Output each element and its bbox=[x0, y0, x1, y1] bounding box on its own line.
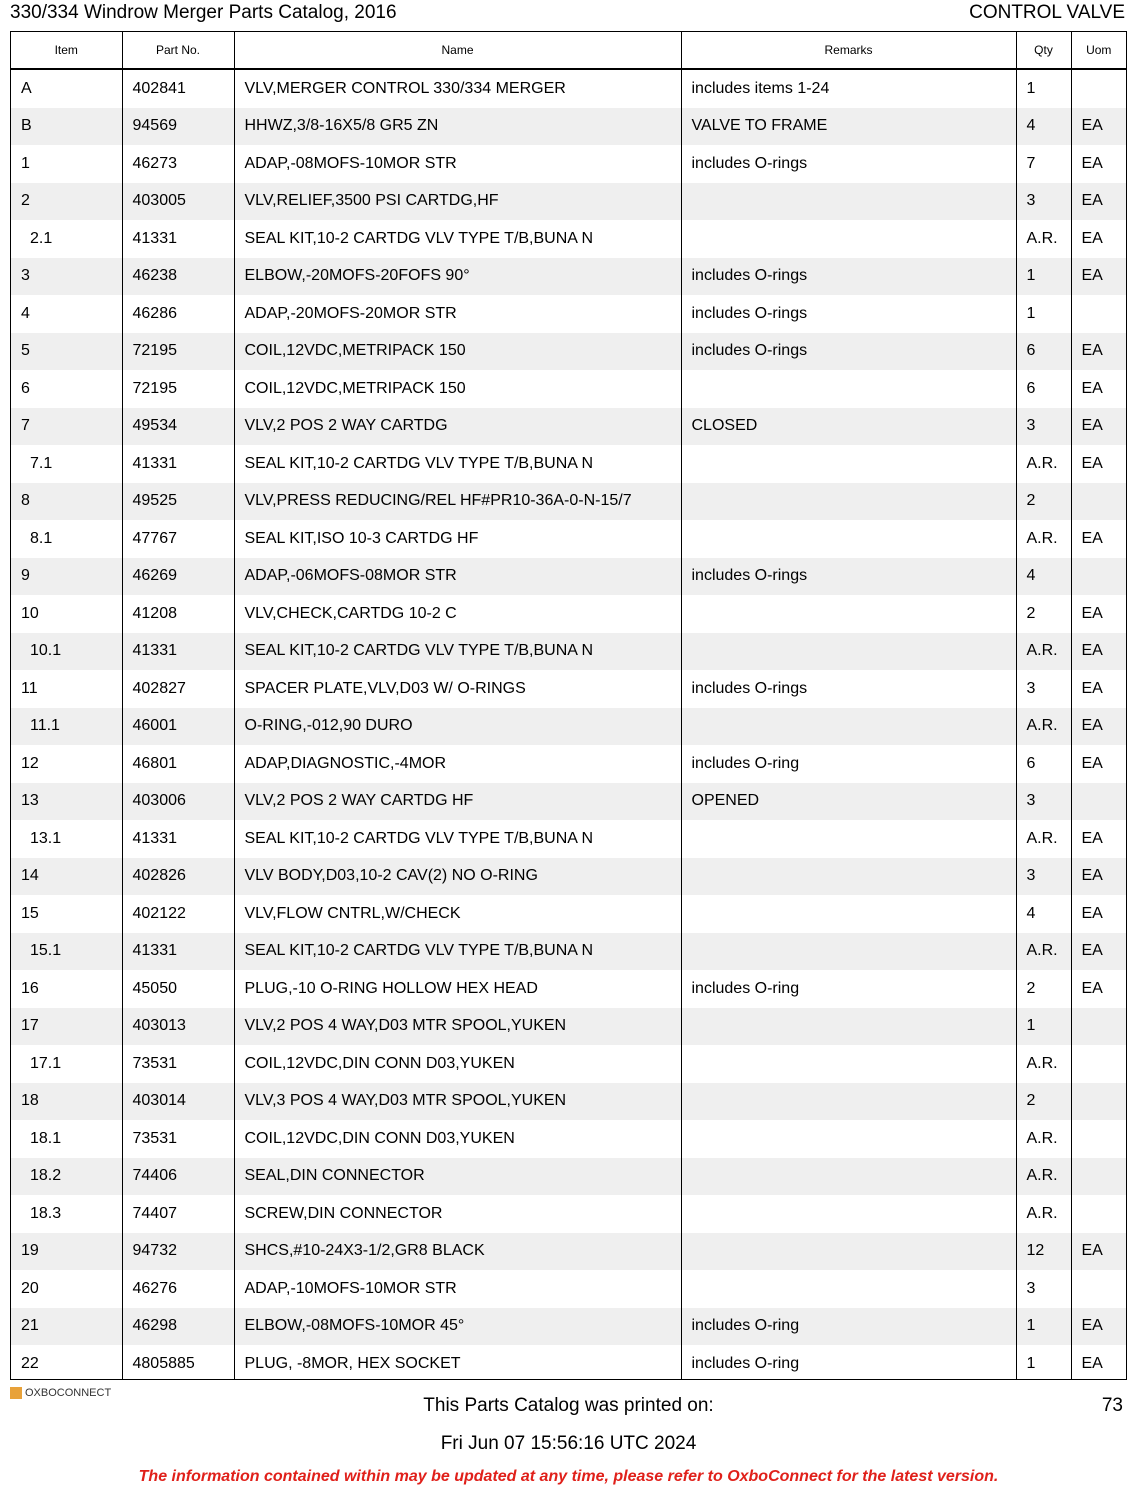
cell-part-no: 73531 bbox=[122, 1120, 234, 1158]
table-row bbox=[11, 1045, 1126, 1083]
cell-item: 18.3 bbox=[30, 1204, 62, 1222]
cell-part-no: 41331 bbox=[122, 445, 234, 483]
table-row bbox=[11, 1308, 1126, 1346]
table-row bbox=[11, 783, 1126, 821]
cell-item: 18.2 bbox=[11, 1158, 122, 1196]
cell-remarks bbox=[681, 1233, 1016, 1271]
cell-name: COIL,12VDC,DIN CONN D03,YUKEN bbox=[234, 1045, 681, 1083]
cell-uom bbox=[1071, 295, 1126, 333]
table-row bbox=[11, 933, 1126, 971]
cell-part-no: 46238 bbox=[122, 258, 234, 296]
cell-name: COIL,12VDC,METRIPACK 150 bbox=[234, 370, 681, 408]
cell-item: 12 bbox=[21, 754, 39, 772]
cell-item: 1 bbox=[21, 154, 30, 172]
logo-text: OXBOCONNECT bbox=[25, 1387, 112, 1399]
table-row bbox=[11, 220, 1126, 258]
parts-table-container bbox=[10, 31, 1127, 1380]
cell-remarks bbox=[681, 1120, 1016, 1158]
cell-remarks: includes O-rings bbox=[681, 145, 1016, 183]
table-row bbox=[11, 633, 1126, 671]
cell-part-no: 47767 bbox=[122, 520, 234, 558]
cell-item: 13 bbox=[11, 783, 122, 821]
table-row bbox=[11, 820, 1126, 858]
cell-uom: EA bbox=[1071, 145, 1126, 183]
cell-remarks bbox=[681, 520, 1016, 558]
cell-qty: A.R. bbox=[1016, 1120, 1071, 1158]
cell-remarks bbox=[681, 708, 1016, 746]
cell-part-no: 46273 bbox=[122, 145, 234, 183]
table-row bbox=[11, 1008, 1126, 1046]
cell-remarks bbox=[681, 858, 1016, 896]
cell-name: ADAP,-10MOFS-10MOR STR bbox=[234, 1270, 681, 1308]
cell-uom bbox=[1071, 1158, 1126, 1196]
cell-name: COIL,12VDC,DIN CONN D03,YUKEN bbox=[234, 1120, 681, 1158]
cell-remarks bbox=[681, 633, 1016, 671]
cell-item: 2 bbox=[11, 183, 122, 221]
cell-name: ADAP,-20MOFS-20MOR STR bbox=[234, 295, 681, 333]
cell-part-no: 41331 bbox=[122, 220, 234, 258]
cell-part-no: 402826 bbox=[122, 858, 234, 896]
cell-uom bbox=[1071, 1045, 1126, 1083]
cell-name: VLV,3 POS 4 WAY,D03 MTR SPOOL,YUKEN bbox=[234, 1083, 681, 1121]
cell-qty: 12 bbox=[1016, 1233, 1071, 1271]
cell-part-no: 403005 bbox=[122, 183, 234, 221]
cell-uom: EA bbox=[1071, 333, 1126, 371]
cell-qty: 7 bbox=[1016, 145, 1071, 183]
cell-item: 3 bbox=[11, 258, 122, 296]
cell-uom: EA bbox=[1071, 220, 1126, 258]
table-row bbox=[11, 295, 1126, 333]
cell-remarks: includes O-rings bbox=[681, 333, 1016, 371]
cell-qty: 6 bbox=[1016, 745, 1071, 783]
cell-name: SEAL KIT,10-2 CARTDG VLV TYPE T/B,BUNA N bbox=[234, 445, 681, 483]
cell-remarks bbox=[681, 820, 1016, 858]
cell-item: 13.1 bbox=[30, 829, 62, 847]
cell-remarks: OPENED bbox=[681, 783, 1016, 821]
cell-remarks bbox=[681, 1195, 1016, 1233]
printed-date: Fri Jun 07 15:56:16 UTC 2024 bbox=[440, 1433, 697, 1454]
table-row bbox=[11, 483, 1126, 521]
cell-name: VLV,2 POS 4 WAY,D03 MTR SPOOL,YUKEN bbox=[234, 1008, 681, 1046]
cell-name: VLV,2 POS 2 WAY CARTDG bbox=[234, 408, 681, 446]
cell-qty: 1 bbox=[1016, 1008, 1071, 1046]
cell-name: SCREW,DIN CONNECTOR bbox=[234, 1195, 681, 1233]
cell-part-no: 403014 bbox=[122, 1083, 234, 1121]
cell-remarks: includes O-rings bbox=[681, 295, 1016, 333]
cell-uom: EA bbox=[1071, 633, 1126, 671]
cell-name: PLUG,-10 O-RING HOLLOW HEX HEAD bbox=[234, 970, 681, 1008]
table-row bbox=[11, 745, 1126, 783]
cell-name: SPACER PLATE,VLV,D03 W/ O-RINGS bbox=[234, 670, 681, 708]
cell-uom bbox=[1071, 558, 1126, 596]
table-row bbox=[11, 1083, 1126, 1121]
cell-remarks bbox=[681, 1045, 1016, 1083]
cell-item: 20 bbox=[21, 1279, 39, 1297]
cell-qty: 1 bbox=[1016, 1308, 1071, 1346]
cell-qty: 3 bbox=[1016, 858, 1071, 896]
table-row bbox=[11, 895, 1126, 933]
cell-qty: 4 bbox=[1016, 108, 1071, 146]
update-disclaimer: The information contained within may be updated at any time, please refer to OxboConnect for the latest version. bbox=[138, 1468, 999, 1485]
cell-part-no: 74406 bbox=[122, 1158, 234, 1196]
cell-qty: A.R. bbox=[1016, 1158, 1071, 1196]
cell-item: 6 bbox=[21, 379, 30, 397]
table-row bbox=[11, 1120, 1126, 1158]
cell-remarks bbox=[681, 895, 1016, 933]
cell-remarks: VALVE TO FRAME bbox=[681, 108, 1016, 146]
page-number: 73 bbox=[1101, 1395, 1123, 1416]
cell-part-no: 41331 bbox=[122, 633, 234, 671]
cell-name: PLUG, -8MOR, HEX SOCKET bbox=[234, 1345, 681, 1380]
cell-name: HHWZ,3/8-16X5/8 GR5 ZN bbox=[234, 108, 681, 146]
cell-qty: 1 bbox=[1016, 69, 1071, 108]
cell-uom: EA bbox=[1071, 745, 1126, 783]
cell-part-no: 4805885 bbox=[122, 1345, 234, 1380]
table-row bbox=[11, 670, 1126, 708]
table-header-row bbox=[11, 32, 1126, 69]
cell-item: 11.1 bbox=[11, 708, 122, 746]
cell-part-no: 72195 bbox=[122, 370, 234, 408]
table-row bbox=[11, 408, 1126, 446]
cell-uom: EA bbox=[1071, 933, 1126, 971]
cell-uom bbox=[1071, 1083, 1126, 1121]
cell-uom: EA bbox=[1071, 708, 1126, 746]
table-row bbox=[11, 558, 1126, 596]
cell-qty: 3 bbox=[1016, 408, 1071, 446]
cell-name: SEAL KIT,10-2 CARTDG VLV TYPE T/B,BUNA N bbox=[234, 220, 681, 258]
cell-part-no: 402122 bbox=[122, 895, 234, 933]
cell-uom: EA bbox=[1071, 520, 1126, 558]
cell-qty: A.R. bbox=[1016, 820, 1071, 858]
cell-remarks bbox=[681, 370, 1016, 408]
cell-item: 11 bbox=[21, 679, 38, 697]
cell-item: 14 bbox=[11, 858, 122, 896]
cell-qty: 3 bbox=[1016, 1270, 1071, 1308]
cell-part-no: 46286 bbox=[122, 295, 234, 333]
cell-remarks: includes O-ring bbox=[681, 745, 1016, 783]
cell-qty: 2 bbox=[1016, 483, 1071, 521]
cell-item: 15 bbox=[21, 904, 39, 922]
cell-uom: EA bbox=[1071, 595, 1126, 633]
cell-item: 2.1 bbox=[30, 229, 53, 247]
table-row bbox=[11, 1233, 1126, 1271]
cell-remarks bbox=[681, 595, 1016, 633]
cell-qty: A.R. bbox=[1016, 708, 1071, 746]
cell-part-no: 72195 bbox=[122, 333, 234, 371]
cell-remarks bbox=[681, 220, 1016, 258]
cell-item: A bbox=[21, 79, 32, 97]
cell-part-no: 41208 bbox=[122, 595, 234, 633]
cell-name: VLV,FLOW CNTRL,W/CHECK bbox=[234, 895, 681, 933]
cell-qty: A.R. bbox=[1016, 520, 1071, 558]
cell-uom bbox=[1071, 1195, 1126, 1233]
cell-qty: 1 bbox=[1016, 258, 1071, 296]
cell-remarks: CLOSED bbox=[681, 408, 1016, 446]
cell-qty: 2 bbox=[1016, 970, 1071, 1008]
cell-uom: EA bbox=[1071, 183, 1126, 221]
cell-part-no: 46269 bbox=[122, 558, 234, 596]
cell-item: 21 bbox=[11, 1308, 122, 1346]
cell-uom: EA bbox=[1071, 670, 1126, 708]
cell-item: 4 bbox=[21, 304, 30, 322]
table-row bbox=[11, 595, 1126, 633]
cell-item: 18.1 bbox=[30, 1129, 62, 1147]
cell-remarks: includes O-rings bbox=[681, 258, 1016, 296]
cell-item: 10 bbox=[21, 604, 39, 622]
table-row bbox=[11, 970, 1126, 1008]
cell-item: 8 bbox=[11, 483, 122, 521]
cell-part-no: 94732 bbox=[122, 1233, 234, 1271]
cell-item: B bbox=[11, 108, 122, 146]
cell-uom: EA bbox=[1071, 1345, 1126, 1380]
cell-name: VLV,MERGER CONTROL 330/334 MERGER bbox=[234, 69, 681, 108]
parts-table-body bbox=[11, 69, 1126, 1380]
cell-uom: EA bbox=[1071, 895, 1126, 933]
parts-table bbox=[11, 32, 1126, 1380]
cell-part-no: 403006 bbox=[122, 783, 234, 821]
cell-part-no: 46801 bbox=[122, 745, 234, 783]
cell-qty: 6 bbox=[1016, 333, 1071, 371]
cell-uom: EA bbox=[1071, 445, 1126, 483]
cell-qty: 1 bbox=[1016, 295, 1071, 333]
cell-name: VLV,RELIEF,3500 PSI CARTDG,HF bbox=[234, 183, 681, 221]
cell-name: VLV,PRESS REDUCING/REL HF#PR10-36A-0-N-15/7 bbox=[234, 483, 681, 521]
cell-qty: 2 bbox=[1016, 1083, 1071, 1121]
cell-uom: EA bbox=[1071, 820, 1126, 858]
cell-name: COIL,12VDC,METRIPACK 150 bbox=[234, 333, 681, 371]
cell-qty: 3 bbox=[1016, 783, 1071, 821]
cell-remarks: includes items 1-24 bbox=[681, 69, 1016, 108]
cell-item: 5 bbox=[11, 333, 122, 371]
table-row bbox=[11, 258, 1126, 296]
cell-part-no: 402841 bbox=[122, 69, 234, 108]
section-title: CONTROL VALVE bbox=[969, 2, 1125, 23]
cell-item: 17 bbox=[11, 1008, 122, 1046]
cell-item: 22 bbox=[21, 1354, 39, 1372]
cell-uom: EA bbox=[1071, 858, 1126, 896]
cell-qty: 1 bbox=[1016, 1345, 1071, 1380]
cell-uom bbox=[1071, 1120, 1126, 1158]
cell-name: ELBOW,-08MOFS-10MOR 45° bbox=[234, 1308, 681, 1346]
cell-qty: 2 bbox=[1016, 595, 1071, 633]
cell-qty: A.R. bbox=[1016, 1195, 1071, 1233]
cell-qty: A.R. bbox=[1016, 933, 1071, 971]
cell-uom bbox=[1071, 69, 1126, 108]
cell-remarks bbox=[681, 1083, 1016, 1121]
table-row bbox=[11, 370, 1126, 408]
cell-remarks: includes O-rings bbox=[681, 670, 1016, 708]
cell-item: 19 bbox=[11, 1233, 122, 1271]
cell-uom: EA bbox=[1071, 408, 1126, 446]
cell-name: ADAP,DIAGNOSTIC,-4MOR bbox=[234, 745, 681, 783]
cell-uom bbox=[1071, 1008, 1126, 1046]
col-header-part-no: Part No. bbox=[122, 32, 234, 69]
cell-uom bbox=[1071, 783, 1126, 821]
cell-uom: EA bbox=[1071, 370, 1126, 408]
col-header-remarks: Remarks bbox=[681, 32, 1016, 69]
cell-uom: EA bbox=[1071, 108, 1126, 146]
cell-part-no: 403013 bbox=[122, 1008, 234, 1046]
cell-item: 8.1 bbox=[30, 529, 53, 547]
cell-qty: 4 bbox=[1016, 895, 1071, 933]
cell-name: VLV,CHECK,CARTDG 10-2 C bbox=[234, 595, 681, 633]
col-header-name: Name bbox=[234, 32, 681, 69]
cell-item: 15.1 bbox=[11, 933, 122, 971]
catalog-title: 330/334 Windrow Merger Parts Catalog, 2016 bbox=[10, 2, 397, 23]
cell-uom bbox=[1071, 483, 1126, 521]
table-row bbox=[11, 69, 1126, 108]
cell-part-no: 73531 bbox=[122, 1045, 234, 1083]
cell-name: SEAL,DIN CONNECTOR bbox=[234, 1158, 681, 1196]
cell-uom: EA bbox=[1071, 1233, 1126, 1271]
cell-qty: 3 bbox=[1016, 183, 1071, 221]
cell-qty: 3 bbox=[1016, 670, 1071, 708]
cell-remarks: includes O-rings bbox=[681, 558, 1016, 596]
cell-name: SEAL KIT,ISO 10-3 CARTDG HF bbox=[234, 520, 681, 558]
cell-part-no: 46276 bbox=[122, 1270, 234, 1308]
table-row bbox=[11, 145, 1126, 183]
cell-name: ADAP,-06MOFS-08MOR STR bbox=[234, 558, 681, 596]
cell-name: SEAL KIT,10-2 CARTDG VLV TYPE T/B,BUNA N bbox=[234, 633, 681, 671]
cell-part-no: 49534 bbox=[122, 408, 234, 446]
table-row bbox=[11, 333, 1126, 371]
table-row bbox=[11, 1195, 1126, 1233]
cell-part-no: 49525 bbox=[122, 483, 234, 521]
cell-part-no: 41331 bbox=[122, 933, 234, 971]
table-row bbox=[11, 108, 1126, 146]
cell-item: 10.1 bbox=[11, 633, 122, 671]
cell-uom bbox=[1071, 1270, 1126, 1308]
cell-name: SEAL KIT,10-2 CARTDG VLV TYPE T/B,BUNA N bbox=[234, 933, 681, 971]
col-header-item: Item bbox=[11, 32, 122, 69]
cell-remarks bbox=[681, 1158, 1016, 1196]
col-header-qty: Qty bbox=[1016, 32, 1071, 69]
cell-qty: 6 bbox=[1016, 370, 1071, 408]
table-row bbox=[11, 1270, 1126, 1308]
cell-part-no: 46001 bbox=[122, 708, 234, 746]
cell-part-no: 46298 bbox=[122, 1308, 234, 1346]
cell-name: ADAP,-08MOFS-10MOR STR bbox=[234, 145, 681, 183]
cell-item: 18 bbox=[11, 1083, 122, 1121]
cell-name: SHCS,#10-24X3-1/2,GR8 BLACK bbox=[234, 1233, 681, 1271]
table-row bbox=[11, 858, 1126, 896]
cell-remarks bbox=[681, 1008, 1016, 1046]
col-header-uom: Uom bbox=[1071, 32, 1126, 69]
cell-part-no: 45050 bbox=[122, 970, 234, 1008]
cell-remarks bbox=[681, 445, 1016, 483]
cell-uom: EA bbox=[1071, 970, 1126, 1008]
cell-item: 7 bbox=[11, 408, 122, 446]
table-row bbox=[11, 520, 1126, 558]
cell-remarks bbox=[681, 483, 1016, 521]
cell-remarks bbox=[681, 933, 1016, 971]
cell-part-no: 41331 bbox=[122, 820, 234, 858]
cell-remarks bbox=[681, 1270, 1016, 1308]
cell-remarks: includes O-ring bbox=[681, 1308, 1016, 1346]
cell-name: VLV BODY,D03,10-2 CAV(2) NO O-RING bbox=[234, 858, 681, 896]
cell-name: O-RING,-012,90 DURO bbox=[234, 708, 681, 746]
cell-item: 7.1 bbox=[30, 454, 53, 472]
table-row bbox=[11, 183, 1126, 221]
cell-qty: A.R. bbox=[1016, 445, 1071, 483]
cell-name: VLV,2 POS 2 WAY CARTDG HF bbox=[234, 783, 681, 821]
cell-qty: A.R. bbox=[1016, 1045, 1071, 1083]
printed-label: This Parts Catalog was printed on: bbox=[423, 1395, 714, 1416]
cell-item: 17.1 bbox=[30, 1054, 62, 1072]
cell-part-no: 402827 bbox=[122, 670, 234, 708]
cell-qty: A.R. bbox=[1016, 220, 1071, 258]
cell-remarks bbox=[681, 183, 1016, 221]
table-row bbox=[11, 445, 1126, 483]
cell-item: 16 bbox=[21, 979, 39, 997]
cell-uom: EA bbox=[1071, 258, 1126, 296]
cell-part-no: 74407 bbox=[122, 1195, 234, 1233]
cell-qty: 4 bbox=[1016, 558, 1071, 596]
cell-part-no: 94569 bbox=[122, 108, 234, 146]
cell-item: 9 bbox=[11, 558, 122, 596]
cell-name: SEAL KIT,10-2 CARTDG VLV TYPE T/B,BUNA N bbox=[234, 820, 681, 858]
cell-uom: EA bbox=[1071, 1308, 1126, 1346]
table-row bbox=[11, 708, 1126, 746]
table-row bbox=[11, 1158, 1126, 1196]
cell-remarks: includes O-ring bbox=[681, 1345, 1016, 1380]
cell-name: ELBOW,-20MOFS-20FOFS 90° bbox=[234, 258, 681, 296]
table-row bbox=[11, 1345, 1126, 1380]
cell-remarks: includes O-ring bbox=[681, 970, 1016, 1008]
cell-qty: A.R. bbox=[1016, 633, 1071, 671]
